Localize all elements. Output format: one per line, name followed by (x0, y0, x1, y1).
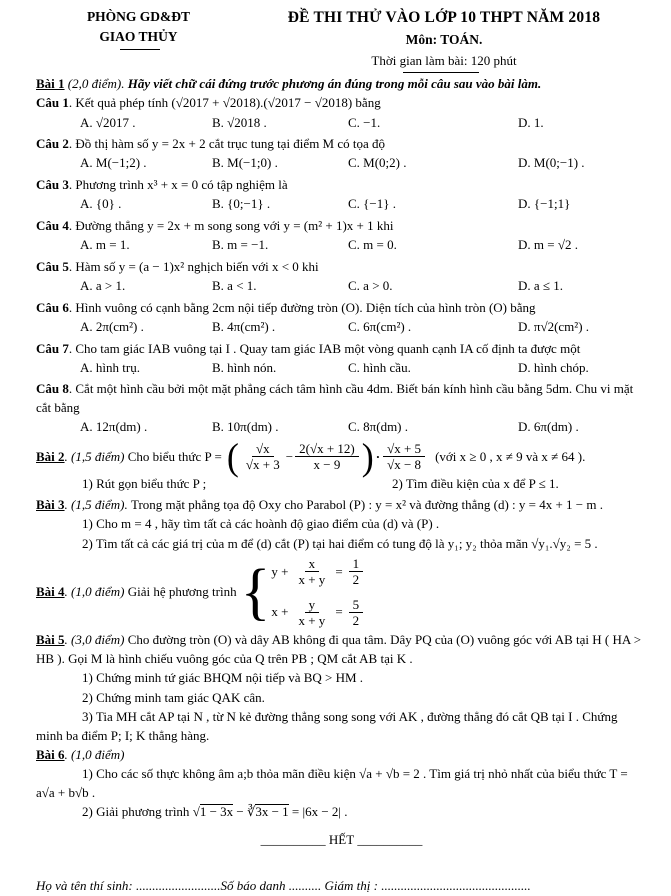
bai3-part1: 1) Cho m = 4 , hãy tìm tất cả các hoành độ giao điểm của (d) và (P) . (82, 516, 440, 532)
bai5-label: Bài 5 (36, 632, 65, 648)
bai3-intro: Trong mặt phẳng tọa độ Oxy cho Parabol (P) : y = x² và đường thẳng (d) : y = 4x + 1 − m . (130, 496, 603, 512)
candidate-info-line: Họ và tên thí sinh: ..........................Số báo danh .......... Giám thị : .............................................. (36, 878, 531, 894)
option-c: C. {−1} . (348, 196, 396, 212)
fraction-denominator: x + y (298, 612, 326, 628)
equation-1 (271, 556, 365, 588)
bai2-intro: Cho biểu thức (127, 448, 202, 464)
question-label: Câu 5 (36, 258, 69, 274)
open-paren: ( (226, 435, 239, 478)
bai6-part2-tail: = |6x − 2| . (288, 804, 348, 820)
fraction-numerator: 1 (349, 556, 364, 572)
bai5-part2: 2) Chứng minh tam giác QAK cân. (82, 689, 265, 705)
options-row (36, 418, 647, 436)
bai3-heading (36, 496, 647, 514)
option-d: D. a ≤ 1. (518, 278, 564, 294)
fraction (294, 597, 329, 629)
end-label: HẾT (328, 831, 355, 847)
fraction-numerator: √x + 5 (383, 441, 425, 457)
bai1-score: (2,0 điểm). (64, 75, 128, 91)
options-row (36, 236, 647, 254)
fraction-denominator: 2 (352, 612, 360, 628)
end-line-right: __________ (357, 831, 423, 847)
bai4-intro: Giải hệ phương trình (127, 583, 237, 599)
option-c: C. a > 0. (348, 278, 393, 294)
option-c: C. m = 0. (348, 237, 397, 253)
question-cau-1 (36, 94, 647, 132)
close-paren: ) (361, 435, 374, 478)
option-d: D. M(0;−1) . (518, 155, 585, 171)
option-b: B. √2018 . (212, 114, 267, 130)
fraction (349, 556, 364, 588)
fraction-denominator: √x + 3 (245, 457, 280, 473)
option-a: A. M(−1;2) . (80, 155, 147, 171)
bai2-part1: 1) Rút gọn biểu thức P ; (82, 476, 207, 492)
bai3-label: Bài 3 (36, 496, 65, 512)
fraction (294, 556, 329, 588)
bai5-heading (36, 631, 647, 668)
bai5-score: . (3,0 điểm) (64, 632, 128, 648)
bai1-label: Bài 1 (36, 75, 65, 91)
formula-lhs: P = (204, 448, 222, 464)
question-label: Câu 8 (36, 381, 69, 397)
exam-title-block (241, 7, 647, 71)
option-a: A. 2π(cm²) . (80, 319, 144, 335)
bai2-formula (36, 435, 647, 478)
eq1-lead: y + (271, 563, 289, 579)
option-d: D. m = √2 . (518, 237, 578, 253)
question-stem: . Đường thẳng y = 2x + m song song với y = (m² + 1)x + 1 khi (68, 217, 394, 233)
end-line-left: __________ (260, 831, 326, 847)
bai5-intro: Cho đường tròn (O) và dây AB không đi qua tâm. Dây PQ của (O) vuông góc với AB tại H ( HA > HB ). Gọi M là hình chiếu vuông góc của Q trên PB ; QM cắt AB tại K . (36, 632, 642, 666)
question-stem: . Đồ thị hàm số y = 2x + 2 cắt trục tung tại điểm M có tọa độ (68, 135, 386, 151)
question-stem: . Kết quả phép tính (√2017 + √2018).(√2017 − √2018) bằng (68, 95, 381, 111)
question-stem: . Hàm số y = (a − 1)x² nghịch biến với x < 0 khi (68, 258, 319, 274)
question-label: Câu 3 (36, 176, 69, 192)
option-b: B. 4π(cm²) . (212, 319, 276, 335)
header (36, 7, 647, 71)
option-c: C. 8π(dm) . (348, 419, 409, 435)
bai5-part1: 1) Chứng minh tứ giác BHQM nội tiếp và BQ > HM . (82, 670, 364, 686)
section-bai-3 (36, 496, 647, 553)
bai2-label: Bài 2 (36, 448, 65, 464)
equals-sign: = (335, 563, 343, 579)
question-cau-8 (36, 380, 647, 436)
option-b: B. 10π(dm) . (212, 419, 279, 435)
section-bai-5 (36, 631, 647, 745)
question-cau-3 (36, 176, 647, 214)
fraction-denominator: x + y (298, 572, 326, 588)
fraction-numerator: 5 (349, 597, 364, 613)
exam-duration: Thời gian làm bài: 120 phút (371, 52, 516, 70)
option-d: D. {−1;1} (518, 196, 571, 212)
bai4-heading (36, 583, 237, 601)
question-cau-5 (36, 258, 647, 296)
options-row (36, 195, 647, 213)
bai6-score: . (1,0 điểm) (64, 747, 125, 762)
question-cau-7 (36, 340, 647, 378)
office-line1: PHÒNG GD&ĐT (86, 9, 191, 24)
section-bai-2 (36, 435, 647, 494)
question-stem: . Phương trình x³ + x = 0 có tập nghiệm là (68, 176, 288, 192)
bai3-score: . (1,5 điểm). (64, 496, 131, 512)
option-a: A. √2017 . (80, 114, 136, 130)
fraction-denominator: √x − 8 (387, 457, 422, 473)
question-label: Câu 4 (36, 217, 69, 233)
bai6-heading (36, 746, 647, 764)
fraction (295, 441, 359, 473)
sqrt-sign: √ (192, 804, 200, 820)
bai1-heading (36, 75, 647, 93)
option-b: B. {0;−1} . (212, 196, 271, 212)
fraction-numerator: 2(√x + 12) (295, 441, 359, 457)
end-marker (36, 831, 647, 849)
options-row (36, 154, 647, 172)
question-cau-2 (36, 135, 647, 173)
cbrt-body: 3x − 1 (255, 804, 289, 820)
issuing-office (36, 7, 241, 48)
option-c: C. −1. (348, 114, 381, 130)
fraction-numerator: x (305, 556, 320, 572)
sqrt-body: 1 − 3x (199, 804, 234, 820)
option-d: D. 1. (518, 114, 544, 130)
system-brace: { (240, 557, 271, 627)
options-row (36, 277, 647, 295)
option-a: A. a > 1. (80, 278, 126, 294)
bai6-label: Bài 6 (36, 747, 65, 762)
option-a: A. {0} . (80, 196, 122, 212)
section-bai-1 (36, 75, 647, 437)
question-cau-4 (36, 217, 647, 255)
option-a: A. hình trụ. (80, 359, 140, 375)
bai5-part3: 3) Tia MH cắt AP tại N , từ N kẻ đường thẳng song song với AK , đường thẳng đó cắt QB tại I . Chứng minh ba điểm P; I; K thẳng hàng. (36, 709, 618, 743)
fraction (349, 597, 364, 629)
option-c: C. hình cầu. (348, 359, 411, 375)
option-c: C. 6π(cm²) . (348, 319, 412, 335)
question-stem: . Hình vuông có cạnh bằng 2cm nội tiếp đường tròn (O). Diện tích của hình tròn (O) bằng (68, 299, 536, 315)
eq2-lead: x + (271, 604, 289, 620)
bai4-score: . (1,0 điểm) (64, 583, 128, 599)
option-d: D. π√2(cm²) . (518, 319, 590, 335)
equation-2 (271, 597, 365, 629)
bai6-part2 (36, 803, 647, 821)
equals-sign: = (335, 604, 343, 620)
bai2-score: . (1,5 điểm) (64, 448, 128, 464)
bai1-instruction: Hãy viết chữ cái đứng trước phương án đúng trong mỗi câu sau vào bài làm. (127, 75, 542, 91)
fraction (242, 441, 284, 473)
option-d: D. 6π(dm) . (518, 419, 579, 435)
minus-sign: − (233, 804, 248, 820)
option-b: B. a < 1. (212, 278, 257, 294)
question-stem: . Cho tam giác IAB vuông tại I . Quay tam giác IAB một vòng quanh cạnh IA cố định ta được một (68, 340, 581, 356)
bai3-part2: 2) Tìm tất cả các giá trị của m để (d) cắt (P) tại hai điểm có tung độ là y₁; y₂ thỏa mãn √y₁.√y₂ = 5 . (82, 535, 598, 551)
question-stem: . Cắt một hình cầu bởi một mặt phẳng cách tâm hình cầu 4dm. Biết bán kính hình cầu bằng 5dm. Chu vi mặt cắt bằng (36, 381, 634, 415)
exam-subject: Môn: TOÁN. (405, 32, 483, 47)
fraction-denominator: x − 9 (313, 457, 341, 473)
fraction-numerator: √x (252, 441, 274, 457)
option-b: B. m = −1. (212, 237, 269, 253)
bai2-parts (36, 475, 647, 493)
cbrt-sign: ∛ (247, 804, 256, 820)
option-c: C. M(0;2) . (348, 155, 407, 171)
question-label: Câu 1 (36, 95, 69, 111)
question-label: Câu 7 (36, 340, 69, 356)
question-label: Câu 6 (36, 299, 69, 315)
multiply-dot: · (375, 448, 381, 464)
question-label: Câu 2 (36, 135, 69, 151)
option-a: A. 12π(dm) . (80, 419, 148, 435)
option-b: B. M(−1;0) . (212, 155, 278, 171)
fraction (383, 441, 425, 473)
options-row (36, 114, 647, 132)
bai6-part2-lead: 2) Giải phương trình (82, 804, 193, 820)
exam-title: ĐỀ THI THỬ VÀO LỚP 10 THPT NĂM 2018 (287, 9, 601, 26)
fraction-denominator: 2 (352, 572, 360, 588)
question-cau-6 (36, 299, 647, 337)
option-d: D. hình chóp. (518, 359, 589, 375)
fraction-numerator: y (305, 597, 320, 613)
minus-sign: − (285, 448, 294, 464)
bai6-part1: 1) Cho các số thực không âm a;b thỏa mãn điều kiện √a + √b = 2 . Tìm giá trị nhỏ nhất của biểu thức T = a√a + b√b . (36, 766, 628, 800)
bai4-label: Bài 4 (36, 583, 65, 599)
section-bai-4 (36, 556, 647, 628)
bai2-part2: 2) Tìm điều kiện của x để P ≤ 1. (392, 476, 559, 492)
section-bai-6 (36, 746, 647, 822)
option-b: B. hình nón. (212, 359, 277, 375)
system-equations (271, 556, 365, 628)
bai2-condition: (với x ≥ 0 , x ≠ 9 và x ≠ 64 ). (435, 448, 586, 464)
option-a: A. m = 1. (80, 237, 130, 253)
office-line2: GIAO THỦY (99, 27, 177, 47)
options-row (36, 359, 647, 377)
options-row (36, 318, 647, 336)
